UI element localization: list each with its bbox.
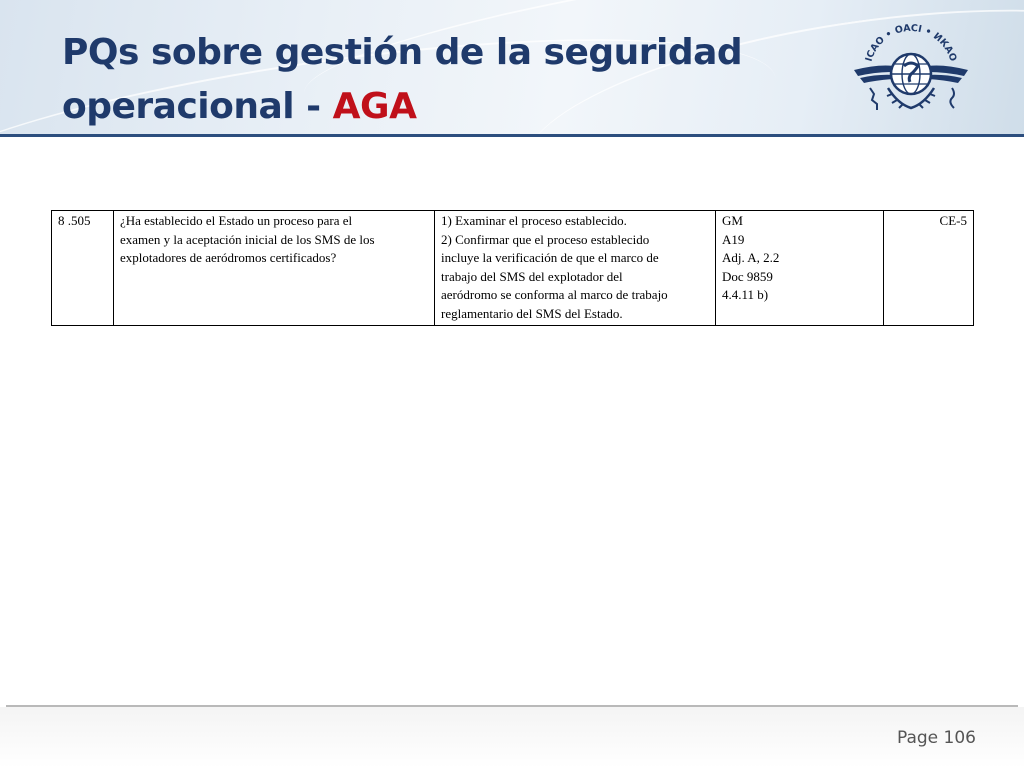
pq-number: 8 .505 [52,211,114,326]
table-row [52,211,974,326]
slide-footer [0,707,1024,768]
icao-logo-icon [848,14,974,122]
pq-references [716,211,884,326]
pq-table [51,210,974,326]
question-line: explotadores de aeródromos certificados? [120,250,337,265]
reference-line: GM [722,213,743,228]
logo-text: ICAO • OACI • ИКАО [863,22,959,63]
guidance-line: aeródromo se conforma al marco de trabajo [441,287,668,302]
pq-guidance [435,211,716,326]
title-main: PQs sobre gestión de la seguridad operacional - [62,32,743,127]
title-accent: AGA [332,86,417,127]
slide-header [0,0,1024,136]
guidance-line: incluye la verificación de que el marco de [441,250,659,265]
guidance-line: 1) Examinar el proceso establecido. [441,213,627,228]
pq-critical-element: CE-5 [884,211,974,326]
guidance-line: reglamentario del SMS del Estado. [441,305,623,321]
question-line: examen y la aceptación inicial de los SMS de los [120,231,375,247]
reference-line: Adj. A, 2.2 [722,250,780,265]
slide-title [62,26,762,134]
question-line: ¿Ha establecido el Estado un proceso para el [120,213,353,228]
page-number: Page 106 [896,728,976,748]
header-divider [0,134,1024,137]
reference-line: Doc 9859 [722,268,773,284]
guidance-line: trabajo del SMS del explotador del [441,268,623,284]
pq-question [114,211,435,326]
reference-line: A19 [722,231,745,247]
reference-line: 4.4.11 b) [722,287,769,302]
guidance-line: 2) Confirmar que el proceso establecido [441,231,650,247]
